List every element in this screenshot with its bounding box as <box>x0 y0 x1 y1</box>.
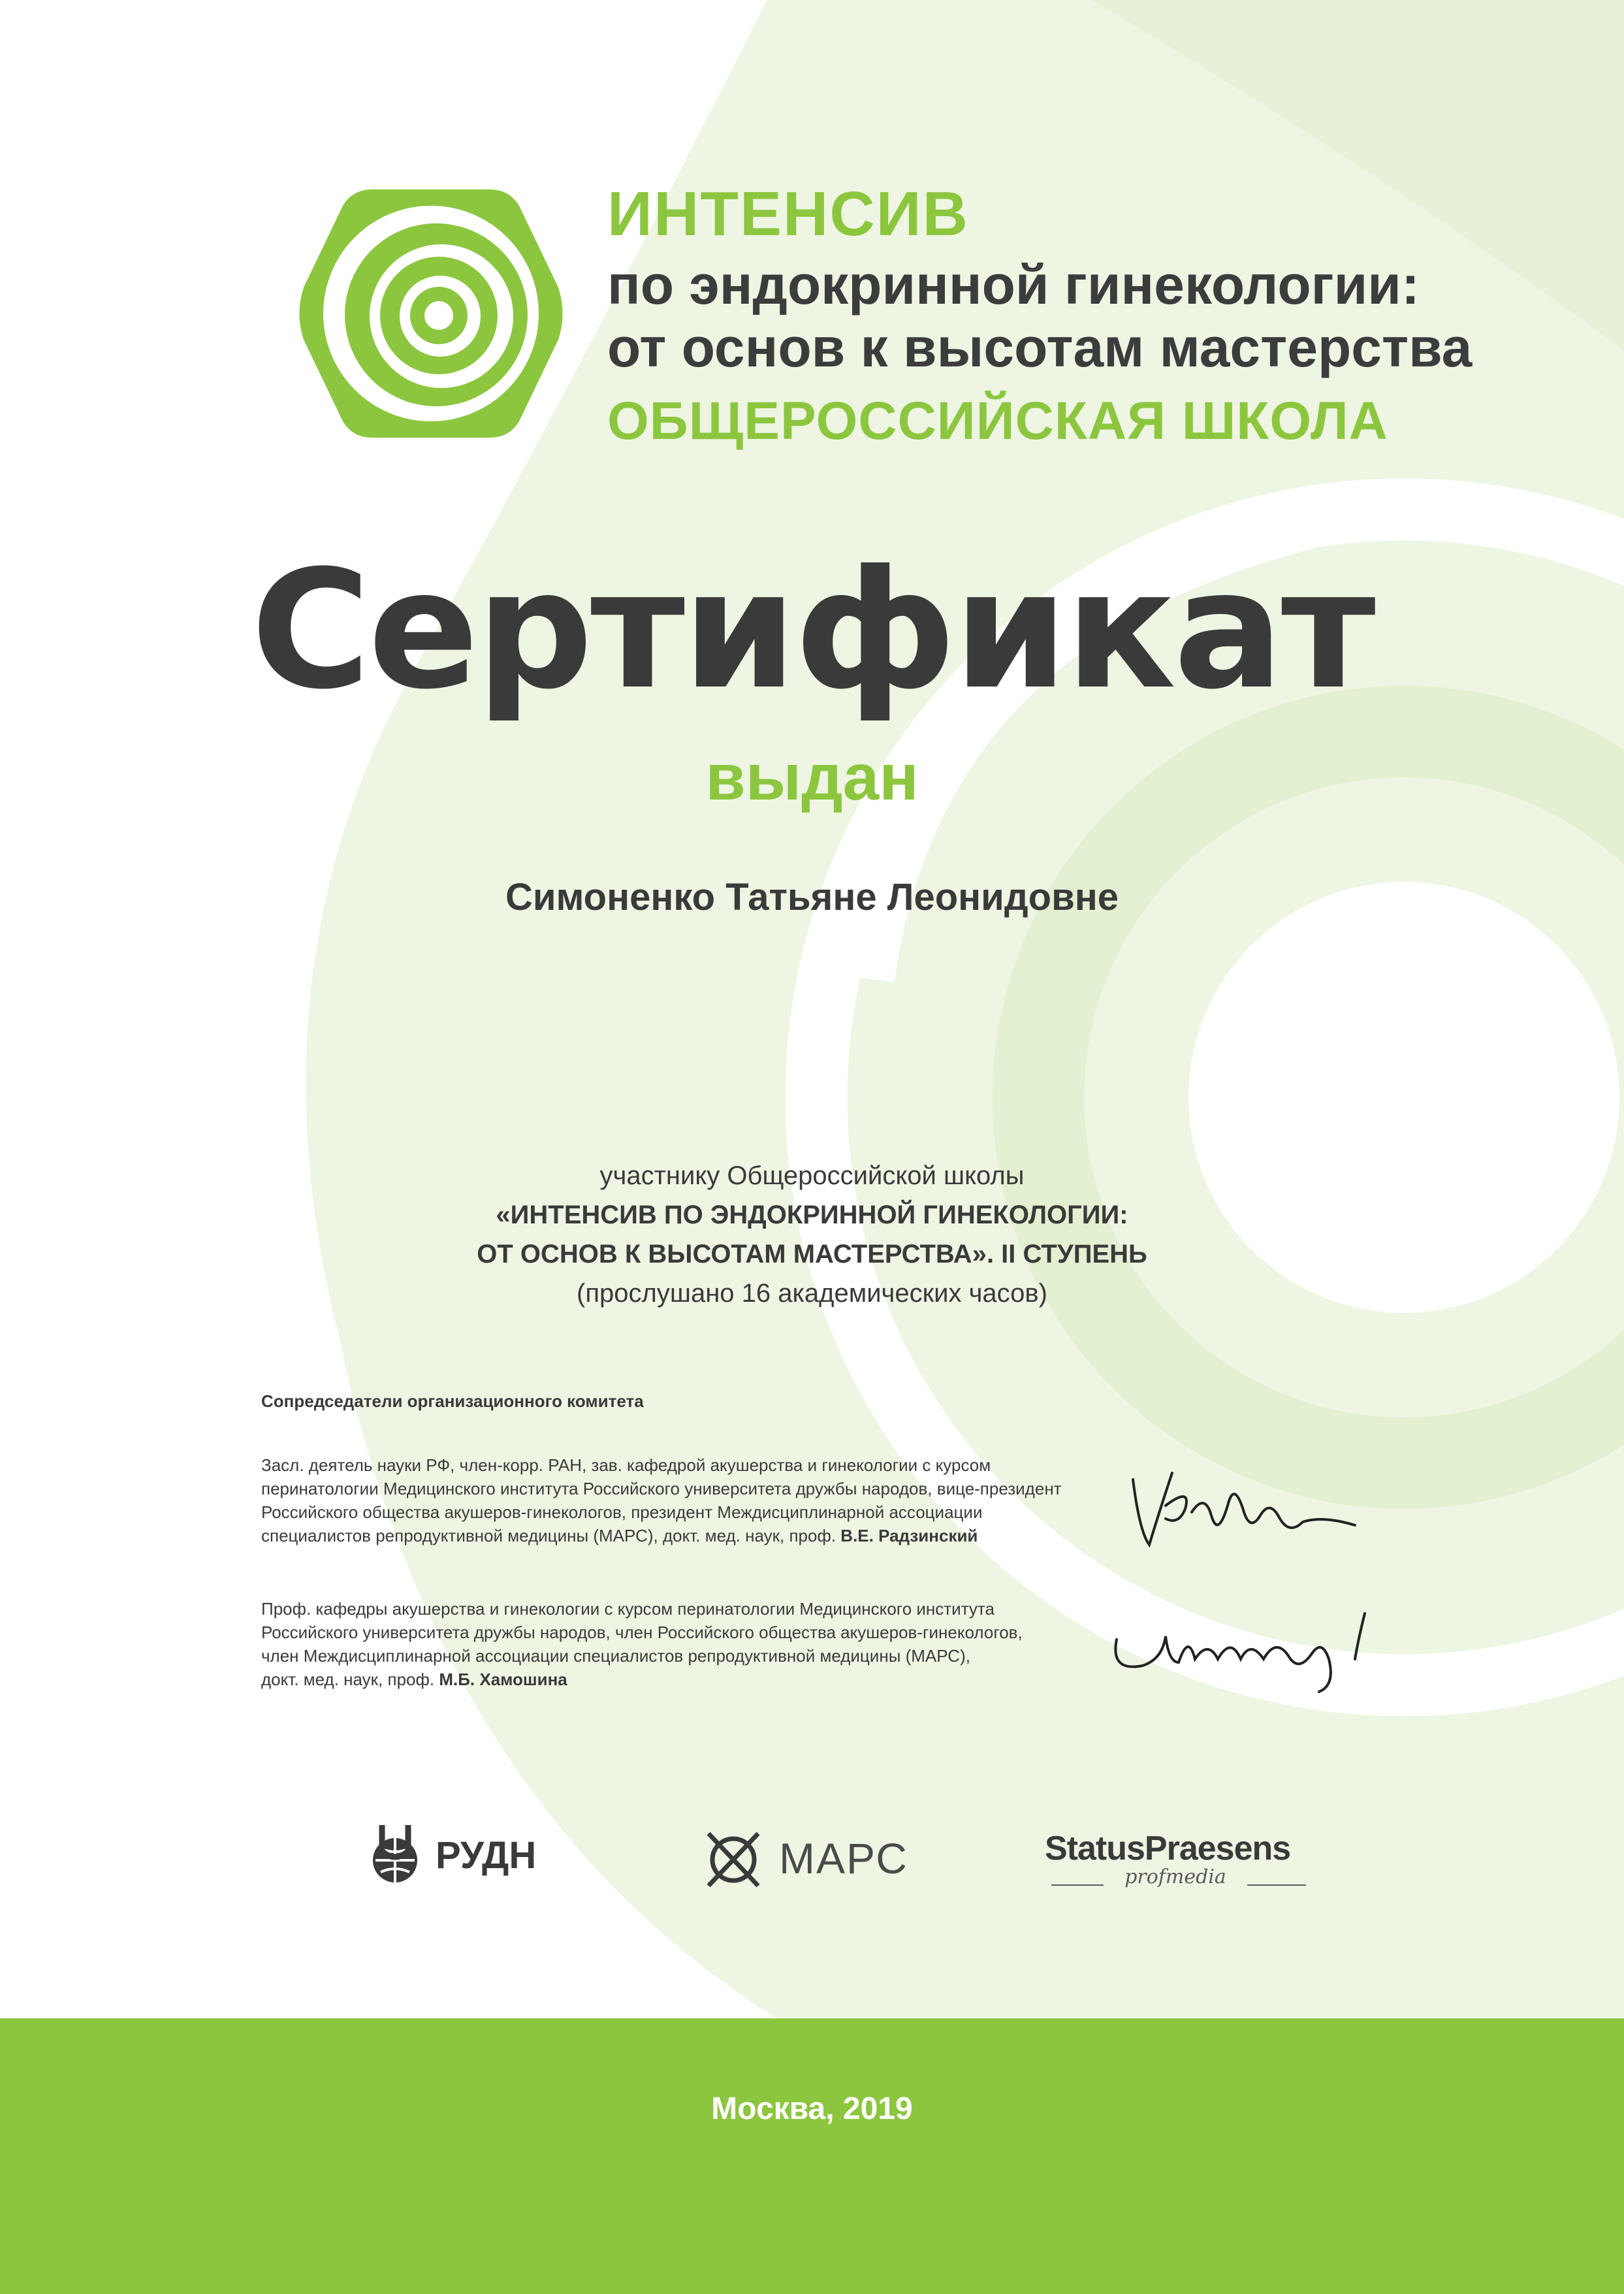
cochair-name: В.Е. Радзинский <box>840 1526 978 1545</box>
description-line: ОТ ОСНОВ К ВЫСОТАМ МАСТЕРСТВА». II СТУПЕНЬ <box>477 1240 1147 1268</box>
statuspraesens-logo <box>1045 1829 1306 1888</box>
committee-heading: Сопредседатели организационного комитета <box>261 1391 644 1411</box>
recipient-name: Симоненко Татьяне Леонидовне <box>505 876 1119 918</box>
mars-logo <box>702 1822 908 1894</box>
cochair-line: Российского университета дружбы народов, член Российского общества акушеров-гинекологов, <box>261 1623 1023 1642</box>
issued-label: выдан <box>705 741 919 814</box>
title-subject: по эндокринной гинекологии: <box>607 254 1420 315</box>
title-subtitle: от основ к высотам мастерства <box>607 317 1473 378</box>
profmedia-label: profmedia <box>1124 1866 1226 1888</box>
rudn-emblem-icon <box>362 1822 428 1888</box>
cochair-line: член Междисциплинарной ассоциации специалистов репродуктивной медицины (МАРС), <box>261 1646 970 1666</box>
description-hours: (прослушано 16 академических часов) <box>577 1279 1047 1308</box>
description-line: участнику Общероссийской школы <box>599 1161 1025 1190</box>
cochair-degree: докт. мед. наук, проф. <box>261 1670 439 1689</box>
cochair-degree: специалистов репродуктивной медицины (МАРС), докт. мед. наук, проф. <box>261 1526 841 1545</box>
description-line: «ИНТЕНСИВ ПО ЭНДОКРИННОЙ ГИНЕКОЛОГИИ: <box>496 1201 1128 1229</box>
title-school: ОБЩЕРОССИЙСКАЯ ШКОЛА <box>607 391 1388 451</box>
rudn-logo <box>362 1819 536 1891</box>
cochair-name: М.Б. Хамошина <box>439 1670 567 1689</box>
certificate-title: Сертификат <box>251 535 1373 725</box>
footer-band <box>0 2018 1624 2294</box>
cochair-line <box>261 1524 1110 1547</box>
cochair-line: Проф. кафедры акушерства и гинекологии с курсом перинатологии Медицинского института <box>261 1599 995 1619</box>
mars-label: МАРС <box>779 1834 908 1882</box>
mars-emblem-icon <box>702 1827 765 1890</box>
signature-khamoshina <box>1104 1600 1417 1698</box>
cochair-line: перинатологии Медицинского института Российского университета дружбы народов, вице-президент <box>261 1479 1062 1498</box>
school-title <box>607 179 1473 451</box>
cochair-line <box>261 1668 1110 1691</box>
cochair-radzinsky <box>261 1453 1110 1547</box>
statuspraesens-label: StatusPraesens <box>1045 1830 1291 1867</box>
place-and-year: Москва, 2019 <box>711 2092 913 2126</box>
cochair-line: Засл. деятель науки РФ, член-корр. РАН, зав. кафедрой акушерства и гинекологии с курсом <box>261 1455 991 1475</box>
participation-description <box>0 1156 1624 1313</box>
rudn-label: РУДН <box>436 1834 537 1877</box>
signature-radzinsky <box>1120 1453 1368 1564</box>
cochair-line: Российского общества акушеров-гинекологов, президент Междисциплинарной ассоциации <box>261 1502 983 1522</box>
statuspraesens-underline <box>1045 1884 1306 1890</box>
intensiv-logo <box>294 176 568 451</box>
cochair-khamoshina <box>261 1597 1110 1691</box>
title-intensiv: ИНТЕНСИВ <box>607 179 969 249</box>
